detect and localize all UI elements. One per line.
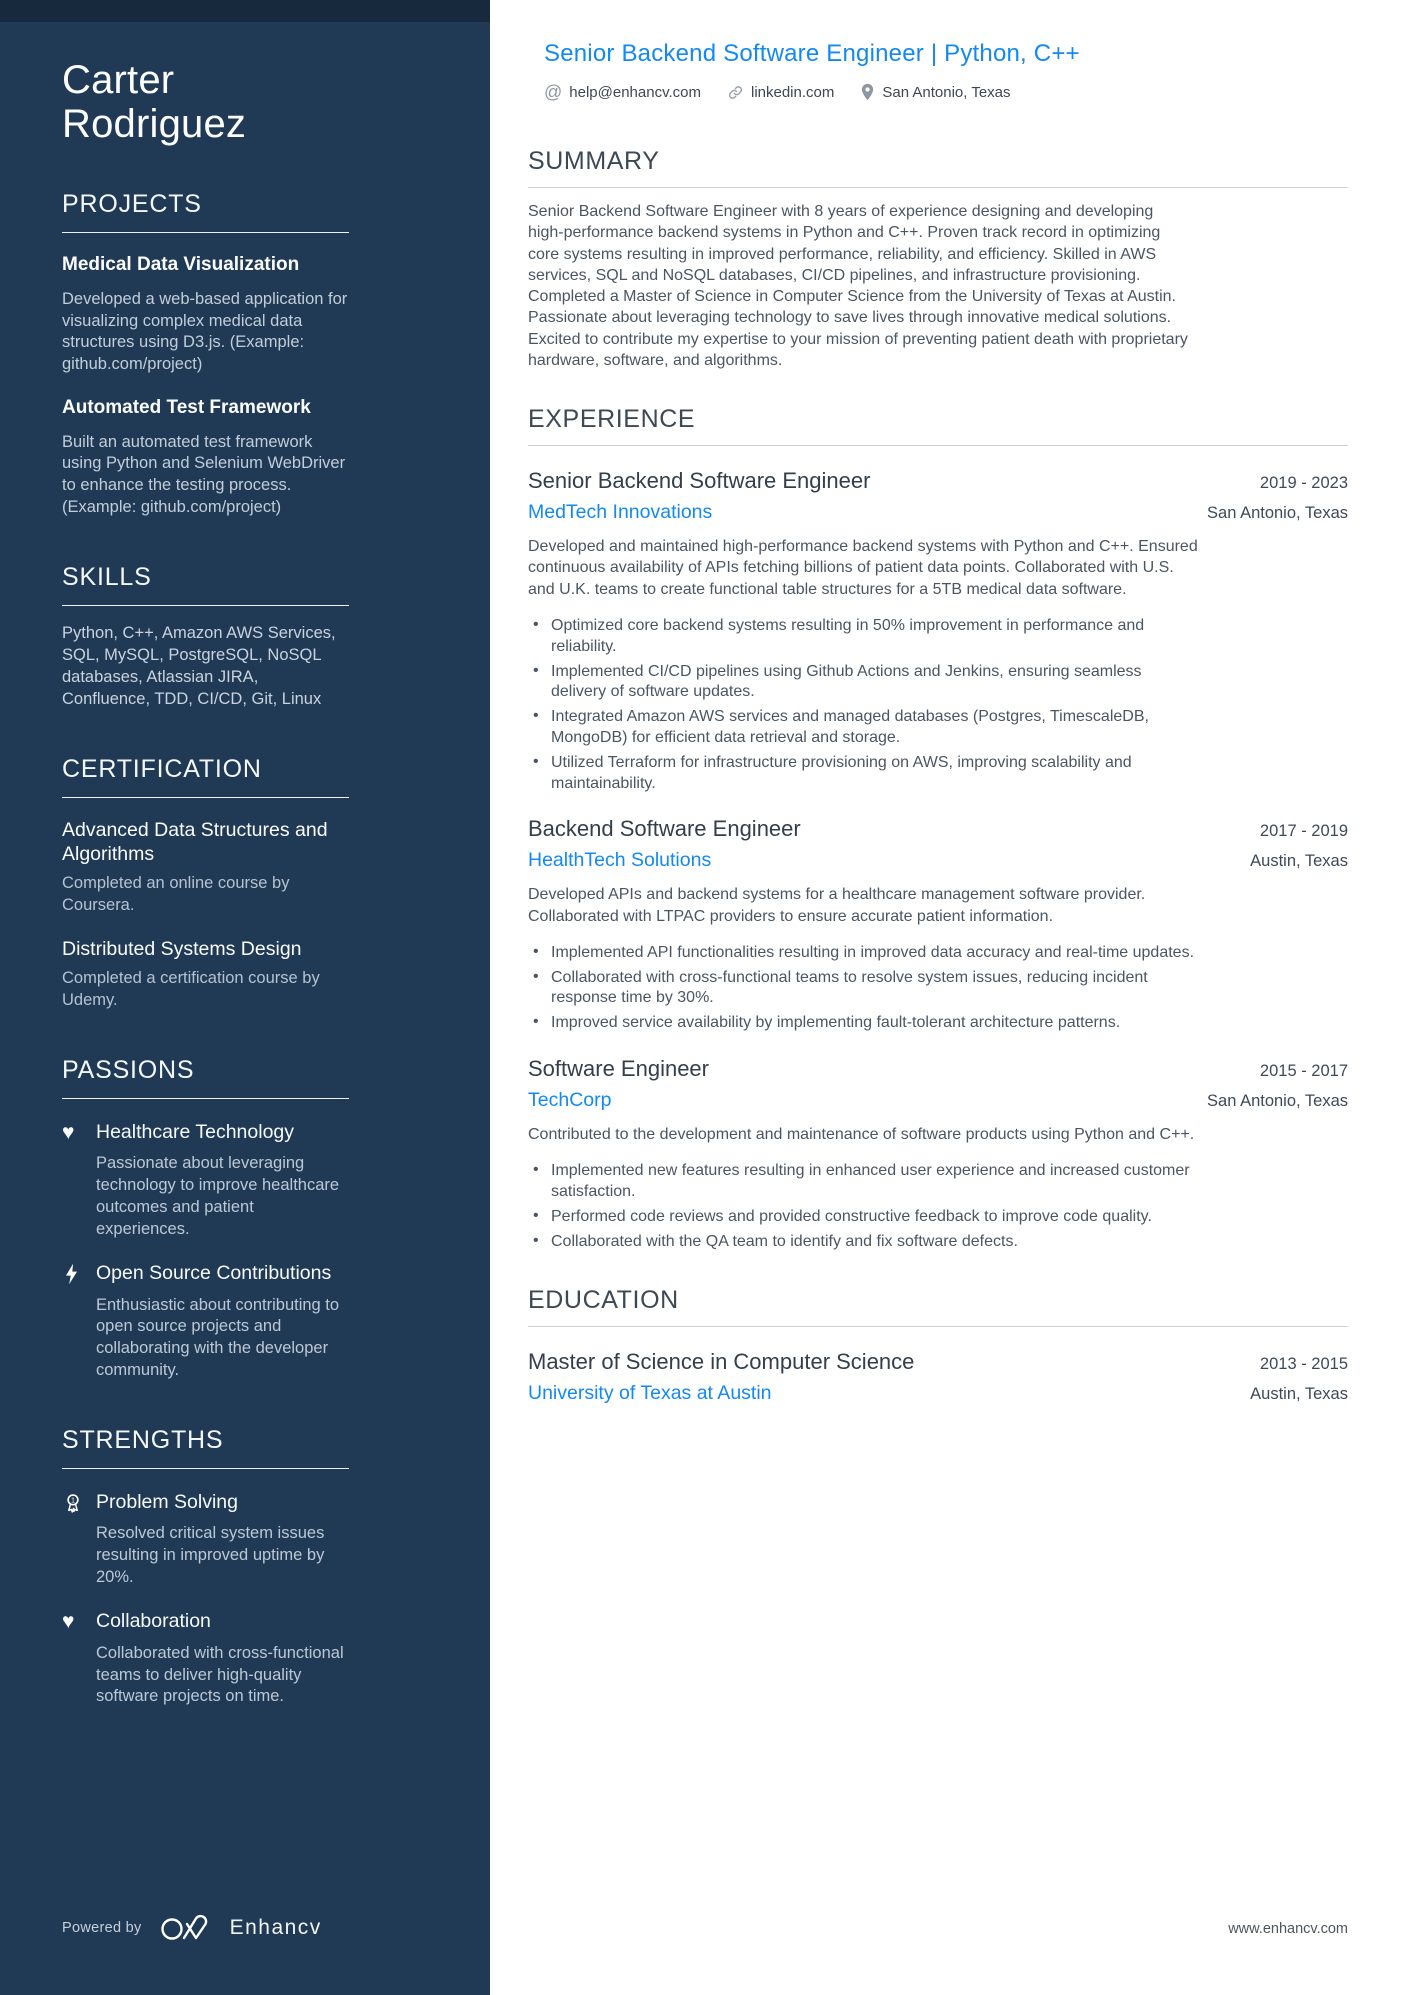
job-bullet: • Implemented API functionalities resulting in improved data accuracy and real-time updates. [528,943,1198,964]
passion-item [62,1262,349,1381]
strength-description: Resolved critical system issues resulting in improved uptime by 20%. [96,1524,325,1586]
job-bullets [528,616,1198,794]
job-bullet: • Improved service availability by implementing fault-tolerant architecture patterns. [528,1013,1198,1034]
job-bullet: • Implemented CI/CD pipelines using Github Actions and Jenkins, ensuring seamless delivery of software updates. [528,662,1198,704]
job-dates: 2019 - 2023 [1259,474,1348,493]
heart-icon: ♥ [62,1120,75,1144]
contact-row [544,83,1348,101]
medal-icon [62,1491,96,1589]
education-location: Austin, Texas [1250,1385,1348,1404]
enhancv-logo-icon [160,1913,212,1943]
passion-title: Healthcare Technology [96,1120,295,1143]
job-description: Developed and maintained high-performance backend systems with Python and C++. Ensured continuous availability of APIs fetching billions of patient data points. Collaborated with U.S. and U.K. teams to create functional table structures for a 5TB medical data software. [528,538,1198,598]
sidebar-section-skills [62,563,349,711]
passion-item [62,1121,349,1240]
location-pin-icon [860,83,875,101]
summary-heading: SUMMARY [528,147,660,175]
degree-title: Master of Science in Computer Science [528,1349,915,1375]
job-dates: 2015 - 2017 [1259,1062,1348,1081]
heart-icon: ♥ [62,1610,75,1634]
sidebar-section-strengths [62,1426,349,1708]
projects-heading: PROJECTS [62,190,349,233]
powered-by-footer [62,1913,322,1943]
education-dates: 2013 - 2015 [1259,1355,1348,1374]
job-bullet: • Collaborated with the QA team to identify and fix software defects. [528,1232,1198,1253]
lightning-icon [62,1262,96,1381]
location-contact [860,83,1010,101]
passion-title: Open Source Contributions [96,1262,332,1285]
project-title: Automated Test Framework [62,396,311,418]
strength-item [62,1491,349,1589]
job-dates: 2017 - 2019 [1259,822,1348,841]
company-link[interactable]: TechCorp [528,1089,612,1112]
project-description: Built an automated test framework using Python and Selenium WebDriver to enhance the testing process. (Example: github.com/project) [62,432,346,516]
strengths-heading: STRENGTHS [62,1426,349,1469]
certification-title: Distributed Systems Design [62,937,302,960]
experience-entry [528,816,1348,1034]
job-bullets [528,1161,1198,1252]
passion-description: Passionate about leveraging technology to improve healthcare outcomes and patient experiences. [96,1154,340,1238]
enhancv-brand-text: Enhancv [229,1916,322,1939]
job-bullet: • Implemented new features resulting in enhanced user experience and increased customer satisfaction. [528,1161,1198,1203]
link-icon [727,84,744,101]
passion-description: Enthusiastic about contributing to open source projects and collaborating with the developer community. [96,1295,340,1380]
job-bullet: • Optimized core backend systems resulting in 50% improvement in performance and reliability. [528,616,1198,658]
sidebar-section-projects [62,190,349,519]
job-title: Software Engineer [528,1056,709,1082]
email-text[interactable]: help@enhancv.com [569,83,701,101]
summary-text: Senior Backend Software Engineer with 8 years of experience designing and developing high-performance backend systems in Python and C++. Proven track record in optimizing core systems resulting in improved performance, reliability, and efficiency. Skilled in AWS services, SQL and NoSQL databases, CI/CD pipelines, and infrastructure provisioning. Completed a Master of Science in Computer Science from the University of Texas at Austin. Passionate about leveraging technology to save lives through innovative medical solutions. Excited to contribute my expertise to your mission of preventing patient death with proprietary hardware, software, and algorithms. [528,203,1188,369]
section-divider [528,445,1348,446]
project-item [62,253,349,376]
candidate-name: Carter Rodriguez [62,58,247,146]
certification-item [62,937,349,1012]
experience-heading: EXPERIENCE [528,405,696,434]
website-link[interactable]: www.enhancv.com [1228,1921,1348,1937]
job-bullets [528,943,1198,1034]
resume-headline: Senior Backend Software Engineer | Python, C++ [544,40,1080,67]
section-divider [528,187,1348,188]
skills-heading: SKILLS [62,563,349,606]
job-location: San Antonio, Texas [1207,504,1348,523]
sidebar [0,0,490,1995]
experience-entry [528,468,1348,794]
job-title: Senior Backend Software Engineer [528,468,871,494]
certification-item [62,818,349,917]
company-link[interactable]: HealthTech Solutions [528,849,712,872]
location-text: San Antonio, Texas [882,83,1011,101]
section-divider [528,1326,1348,1327]
certification-heading: CERTIFICATION [62,755,349,798]
at-icon: @ [544,82,563,102]
job-bullet: • Integrated Amazon AWS services and managed databases (Postgres, TimescaleDB, MongoDB) for efficient data retrieval and storage. [528,707,1198,749]
job-description: Developed APIs and backend systems for a healthcare management software provider. Collaborated with LTPAC providers to ensure accurate patient information. [528,886,1146,925]
experience-entry [528,1056,1348,1252]
certification-description: Completed a certification course by Udemy. [62,969,320,1010]
passions-heading: PASSIONS [62,1056,349,1099]
job-location: San Antonio, Texas [1207,1092,1348,1111]
job-description: Contributed to the development and maintenance of software products using Python and C++. [528,1126,1195,1144]
job-title: Backend Software Engineer [528,816,801,842]
job-bullet: • Utilized Terraform for infrastructure provisioning on AWS, improving scalability and maintainability. [528,753,1198,795]
strength-title: Problem Solving [96,1490,238,1513]
education-section [528,1286,1348,1405]
skills-list: Python, C++, Amazon AWS Services, SQL, MySQL, PostgreSQL, NoSQL databases, Atlassian JIRA, Confluence, TDD, CI/CD, Git, Linux [62,623,336,709]
project-item [62,396,349,519]
education-heading: EDUCATION [528,1286,679,1315]
link-text[interactable]: linkedin.com [750,83,835,101]
main-content [490,0,1410,1405]
project-title: Medical Data Visualization [62,254,300,275]
email-contact[interactable] [544,83,701,101]
powered-by-label: Powered by [62,1920,142,1936]
link-contact[interactable] [727,84,834,101]
job-location: Austin, Texas [1250,852,1348,871]
sidebar-section-passions [62,1056,349,1382]
summary-section [528,147,1348,371]
project-description: Developed a web-based application for visualizing complex medical data structures using D3.js. (Example: github.com/project) [62,289,348,374]
experience-section [528,405,1348,1252]
company-link[interactable]: MedTech Innovations [528,501,713,524]
strength-item [62,1610,349,1708]
job-bullet: • Collaborated with cross-functional teams to resolve system issues, reducing incident response time by 30%. [528,968,1198,1010]
job-bullet: • Performed code reviews and provided constructive feedback to improve code quality. [528,1207,1198,1228]
certification-description: Completed an online course by Coursera. [62,874,290,915]
svg-text:1: 1 [71,1497,75,1505]
sidebar-top-strip [0,0,490,22]
sidebar-section-certification [62,755,349,1012]
certification-title: Advanced Data Structures and Algorithms [62,818,328,866]
education-entry [528,1349,1348,1405]
school-link[interactable]: University of Texas at Austin [528,1382,772,1405]
strength-description: Collaborated with cross-functional teams to deliver high-quality software projects on time. [96,1643,344,1706]
strength-title: Collaboration [96,1610,211,1633]
